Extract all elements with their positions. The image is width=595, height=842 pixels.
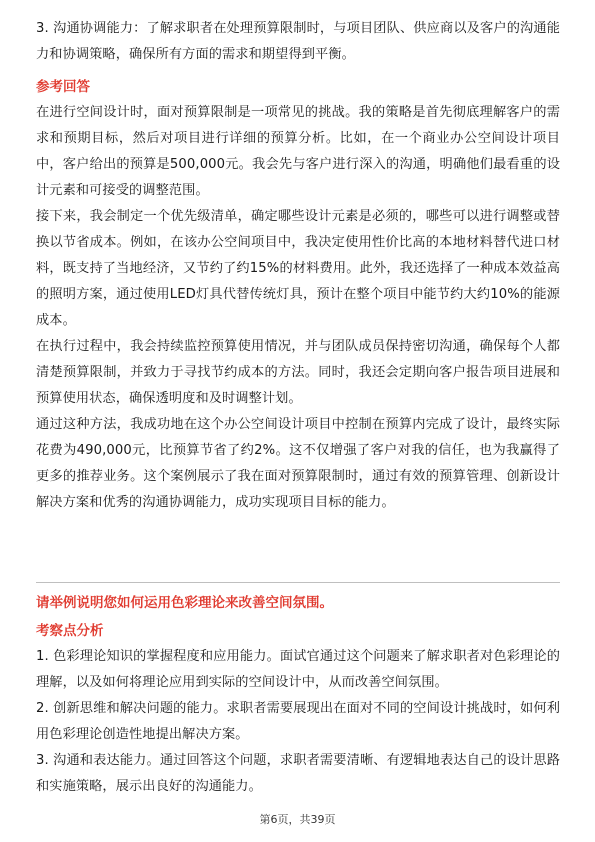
question-2-block bbox=[36, 590, 560, 800]
analysis-item-3: 3. 沟通和表达能力。通过回答这个问题，求职者需要清晰、有逻辑地表达自己的设计思路和实施策略，展示出良好的沟通能力。 bbox=[36, 753, 560, 794]
section-divider bbox=[36, 582, 560, 583]
answer-paragraph-4: 通过这种方法，我成功地在这个办公空间设计项目中控制在预算内完成了设计，最终实际花费为490,000元，比预算节省了约2%。这不仅增强了客户对我的信任，也为我赢得了更多的推荐业务。这个案例展示了我在面对预算限制时，通过有效的预算管理、创新设计解决方案和优秀的沟通协调能力，成功实现项目目标的能力。 bbox=[36, 417, 560, 510]
answer-paragraph-1: 在进行空间设计时，面对预算限制是一项常见的挑战。我的策略是首先彻底理解客户的需求和预期目标，然后对项目进行详细的预算分析。比如，在一个商业办公空间设计项目中，客户给出的预算是500,000元。我会先与客户进行深入的沟通，明确他们最看重的设计元素和可接受的调整范围。 bbox=[36, 105, 560, 198]
analysis-item-1: 1. 色彩理论知识的掌握程度和应用能力。面试官通过这个问题来了解求职者对色彩理论的理解，以及如何将理论应用到实际的空间设计中，从而改善空间氛围。 bbox=[36, 649, 560, 690]
page-number-footer: 第6页，共39页 bbox=[259, 813, 336, 826]
reference-answer-heading: 参考回答 bbox=[36, 79, 90, 95]
page-content bbox=[36, 16, 560, 516]
answer-paragraph-2: 接下来，我会制定一个优先级清单，确定哪些设计元素是必须的，哪些可以进行调整或替换以节省成本。例如，在该办公空间项目中，我决定使用性价比高的本地材料替代进口材料，既支持了当地经济，又节约了约15%的材料费用。此外，我还选择了一种成本效益高的照明方案，通过使用LED灯具代替传统灯具，预计在整个项目中能节约大约10%的能源成本。 bbox=[36, 209, 560, 328]
answer-paragraph-3: 在执行过程中，我会持续监控预算使用情况，并与团队成员保持密切沟通，确保每个人都清楚预算限制，并致力于寻找节约成本的方法。同时，我还会定期向客户报告项目进展和预算使用状态，确保透明度和及时调整计划。 bbox=[36, 339, 560, 406]
analysis-item-2: 2. 创新思维和解决问题的能力。求职者需要展现出在面对不同的空间设计挑战时，如何利用色彩理论创造性地提出解决方案。 bbox=[36, 701, 560, 742]
evaluation-point-3: 3. 沟通协调能力：了解求职者在处理预算限制时，与项目团队、供应商以及客户的沟通能力和协调策略，确保所有方面的需求和期望得到平衡。 bbox=[36, 21, 560, 62]
question-2-title: 请举例说明您如何运用色彩理论来改善空间氛围。 bbox=[36, 595, 333, 611]
analysis-heading: 考察点分析 bbox=[36, 623, 104, 639]
